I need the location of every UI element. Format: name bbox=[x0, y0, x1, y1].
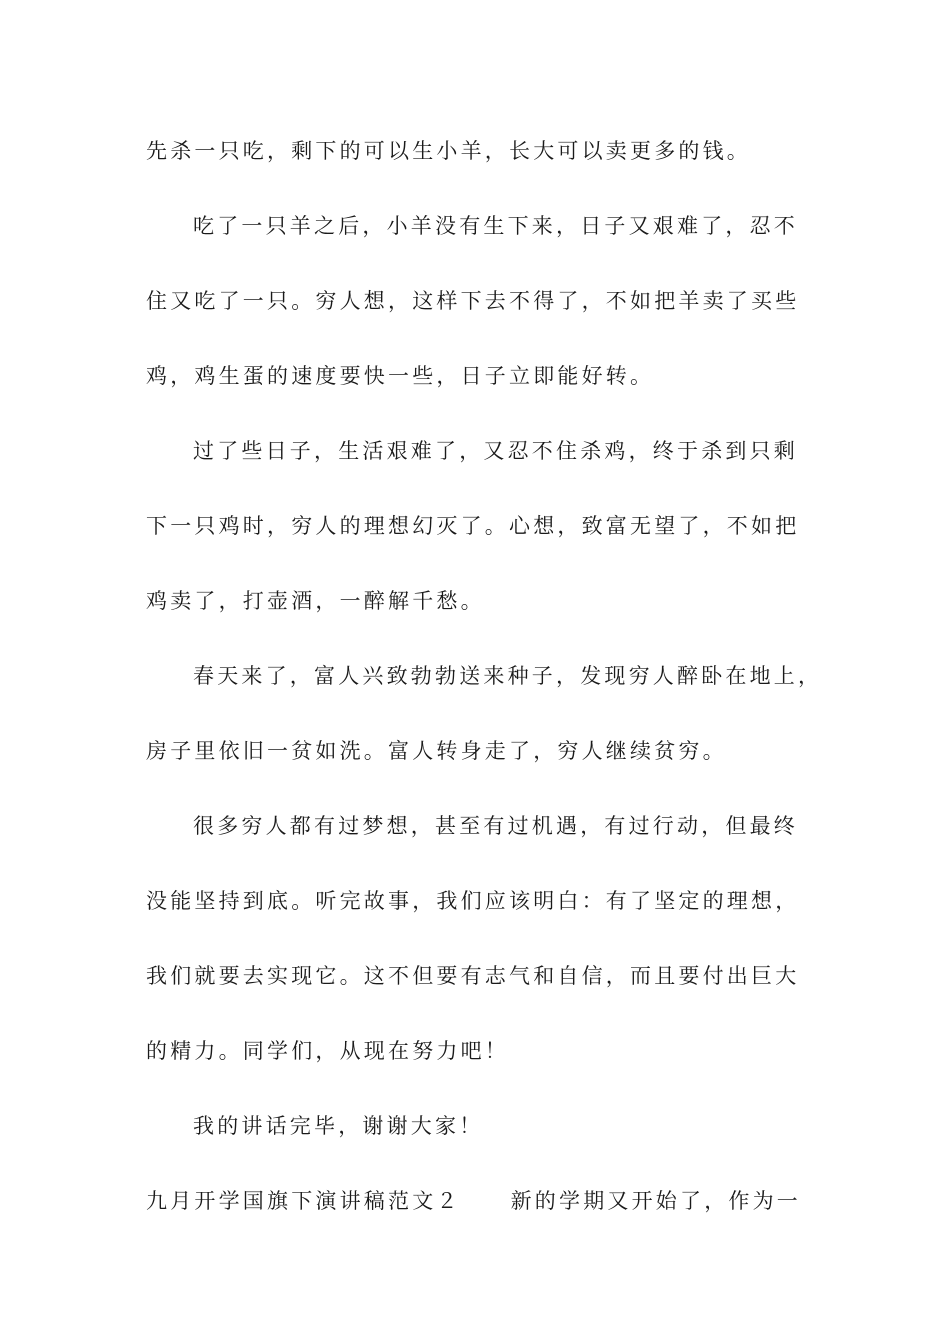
section-first-line: 新的学期又开始了，作为一 bbox=[510, 1189, 802, 1213]
text-line: 我们就要去实现它。这不但要有志气和自信，而且要付出巨大 bbox=[146, 964, 800, 988]
text-line: 房子里依旧一贫如洗。富人转身走了，穷人继续贫穷。 bbox=[146, 739, 727, 763]
text-line: 鸡，鸡生蛋的速度要快一些，日子立即能好转。 bbox=[146, 364, 655, 388]
section-heading: 九月开学国旗下演讲稿范文２ bbox=[146, 1189, 461, 1213]
paragraph-start-line: 吃了一只羊之后，小羊没有生下来，日子又艰难了，忍不 bbox=[193, 214, 798, 238]
section-heading-line bbox=[146, 1186, 826, 1216]
text-line: 鸡卖了，打壶酒，一醉解千愁。 bbox=[146, 589, 485, 613]
paragraph-start-line: 很多穷人都有过梦想，甚至有过机遇，有过行动，但最终 bbox=[193, 814, 798, 838]
paragraph-start-line: 春天来了，富人兴致勃勃送来种子，发现穷人醉卧在地上， bbox=[193, 664, 823, 688]
text-line: 先杀一只吃，剩下的可以生小羊，长大可以卖更多的钱。 bbox=[146, 139, 751, 163]
text-line: 的精力。同学们，从现在努力吧！ bbox=[146, 1039, 509, 1063]
text-line: 下一只鸡时，穷人的理想幻灭了。心想，致富无望了，不如把 bbox=[146, 514, 800, 538]
closing-line: 我的讲话完毕，谢谢大家！ bbox=[193, 1114, 484, 1138]
text-line: 没能坚持到底。听完故事，我们应该明白：有了坚定的理想， bbox=[146, 889, 800, 913]
paragraph-start-line: 过了些日子，生活艰难了，又忍不住杀鸡，终于杀到只剩 bbox=[193, 439, 798, 463]
text-line: 住又吃了一只。穷人想，这样下去不得了，不如把羊卖了买些 bbox=[146, 289, 800, 313]
